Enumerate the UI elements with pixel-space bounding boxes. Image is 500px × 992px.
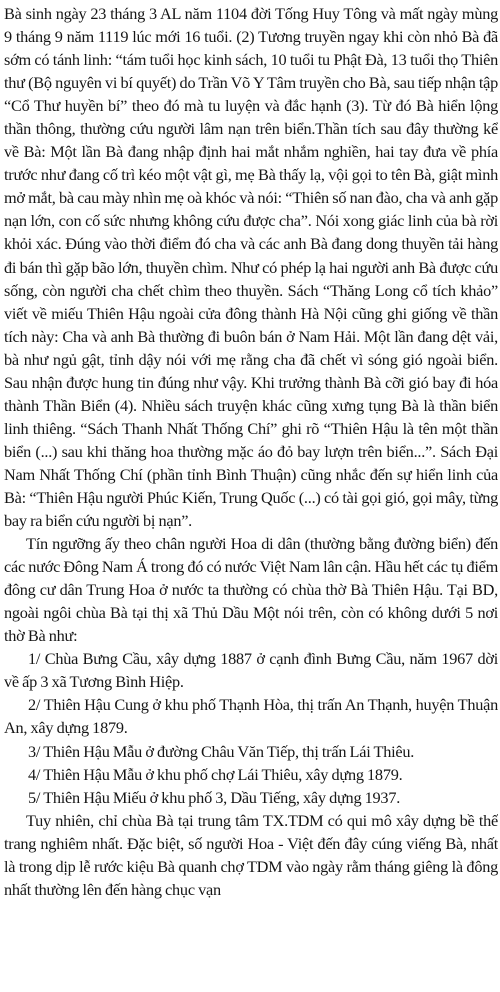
list-item-thien-hau-mau-chau-van-tiep: 3/ Thiên Hậu Mẫu ở đường Châu Văn Tiếp, thị trấn Lái Thiêu. [28, 741, 415, 761]
list-item-thien-hau-mau-lai-thieu: 4/ Thiên Hậu Mẫu ở khu phố chợ Lái Thiêu, xây dựng 1879. [28, 764, 403, 784]
paragraph-belief-spread: Tín ngưỡng ấy theo chân người Hoa di dân (thường bằng đường biển) đến các nước Đông Nam Á trong đó có nước Việt Nam lân cận. Hầu hết các tụ điểm đông cư dân Trung Hoa ở nước ta thường có chùa thờ Bà Thiên Hậu. Tại BD, ngoài ngôi chùa Bà tại thị xã Thủ Dầu Một nói trên, còn có không dưới 5 nơi thờ Bà như: [4, 534, 498, 646]
document-page [4, 2, 498, 990]
paragraph-closing: Tuy nhiên, chỉ chùa Bà tại trung tâm TX.TDM có qui mô xây dựng bề thế trang nghiêm nhất. Đặc biệt, số người Hoa - Việt đến đây cúng viếng Bà, nhất là trong dịp lễ rước kiệu Bà quanh chợ TDM vào ngày rằm tháng giêng là đông nhất thường lên đến hàng chục vạn [4, 810, 498, 899]
paragraph-birth-legend: Bà sinh ngày 23 tháng 3 AL năm 1104 đời Tống Huy Tông và mất ngày mùng 9 tháng 9 năm 1119 lúc mới 16 tuổi. (2) Tương truyền ngay khi còn nhỏ Bà đã sớm có tánh linh: “tám tuổi học kinh sách, 10 tuổi tu Phật Đà, 13 tuổi thọ Thiên thư (Bộ nguyên vi bí quyết) do Trần Võ Y Tâm truyền cho Bà, sau tiếp nhận tập “Cổ Thư huyền bí” theo đó mà tu luyện và đắc hạnh (3). Từ đó Bà hiển lộng thần thông, thường cứu người lâm nạn trên biển.Thần tích sau đây thường kể về Bà: Một lần Bà đang nhập định hai mắt nhắm nghiền, hai tay đưa về phía trước như đang cố trì kéo một vật gì, mẹ Bà thấy lạ, vội gọi to tên Bà, giật mình mở mắt, bà cau mày nhìn mẹ oà khóc và nói: “Thiên số nan đào, cha và anh gặp nạn lớn, con cố sức nhưng không cứu được cha”. Nói xong giác linh của bà rời khỏi xác. Đúng vào thời điểm đó cha và các anh Bà đang dong thuyền tải hàng đi bán thì gặp bão lớn, thuyền chìm. Như có phép lạ hai người anh Bà được cứu sống, còn người cha chết chìm theo thuyền. Sách “Thăng Long cổ tích khảo” viết về miếu Thiên Hậu ngoài cửa đông thành Hà Nội cũng ghi giống về thần tích này: Cha và anh Bà thường đi buôn bán ở Nam Hải. Một lần đang dệt vải, bà như ngủ gật, tỉnh dậy nói với mẹ rằng cha đã chết vì sóng gió ngoài biển. Sau nhận được hung tin đúng như vậy. Khi trưởng thành Bà cỡi gió bay đi hóa thành Thần Biển (4). Nhiều sách truyện khác cũng xưng tụng Bà là thần biển linh thiêng. “Sách Thanh Nhất Thống Chí” ghi rõ “Thiên Hậu là tên một thần biển (...) sau khi thăng hoa thường mặc áo đỏ bay lượn trên biển...”. Sách Đại Nam Nhất Thống Chí (phần tỉnh Bình Thuận) cũng nhắc đến sự hiển linh của Bà: “Thiên Hậu người Phúc Kiến, Trung Quốc (...) có tài gọi gió, gọi mây, từng bay ra biển cứu người bị nạn”. [4, 4, 498, 531]
list-item-thien-hau-mieu-dau-tieng: 5/ Thiên Hậu Miếu ở khu phố 3, Dầu Tiếng, xây dựng 1937. [28, 787, 401, 807]
list-item-bung-cau: 1/ Chùa Bưng Cầu, xây dựng 1887 ở cạnh đình Bưng Cầu, năm 1967 dời về ấp 3 xã Tương Bình Hiệp. [4, 649, 498, 692]
list-item-thien-hau-cung: 2/ Thiên Hậu Cung ở khu phố Thạnh Hòa, thị trấn An Thạnh, huyện Thuận An, xây dựng 1879. [4, 695, 498, 738]
